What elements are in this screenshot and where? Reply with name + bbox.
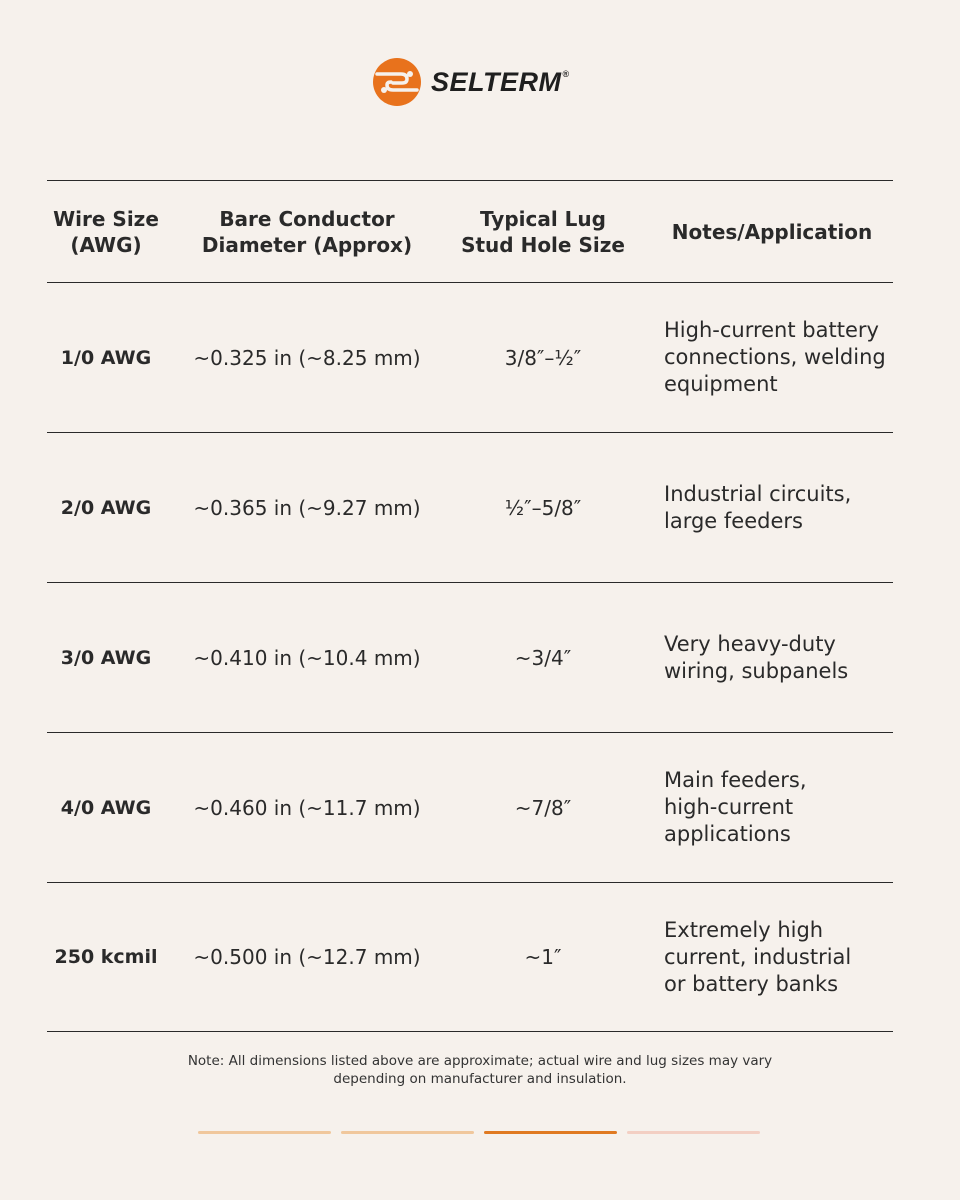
header-wire-size-text: Wire Size (AWG) xyxy=(53,206,159,257)
header-wire-size xyxy=(47,181,165,282)
cell-wire-size xyxy=(47,283,165,432)
notes-value: Industrial circuits, large feeders xyxy=(664,481,852,533)
registered-mark: ® xyxy=(562,68,570,79)
cell-notes xyxy=(664,583,914,732)
header-lug xyxy=(447,181,639,282)
wire-size-value: 4/0 AWG xyxy=(60,796,152,819)
cell-wire-size xyxy=(47,883,165,1031)
cell-diameter xyxy=(177,283,437,432)
cell-wire-size xyxy=(47,733,165,882)
cell-lug xyxy=(447,283,639,432)
cell-diameter xyxy=(177,883,437,1031)
table-row xyxy=(47,432,893,582)
cell-notes xyxy=(664,283,914,432)
table-row xyxy=(47,582,893,732)
wire-size-value: 2/0 AWG xyxy=(60,496,152,519)
wire-size-value: 3/0 AWG xyxy=(60,646,152,669)
lug-value: ~3/4″ xyxy=(514,645,572,670)
header-diameter-text: Bare Conductor Diameter (Approx) xyxy=(201,206,413,257)
brand-logo xyxy=(371,56,570,108)
cell-diameter xyxy=(177,583,437,732)
diameter-value: ~0.500 in (~12.7 mm) xyxy=(193,945,421,969)
notes-value: Extremely high current, industrial or battery banks xyxy=(664,917,852,996)
brand-name xyxy=(431,67,570,98)
table-row xyxy=(47,282,893,432)
diameter-value: ~0.325 in (~8.25 mm) xyxy=(193,345,421,370)
lug-value: ½″–5/8″ xyxy=(504,495,582,520)
diameter-value: ~0.365 in (~9.27 mm) xyxy=(193,495,421,520)
footnote: Note: All dimensions listed above are approximate; actual wire and lug sizes may vary depending on manufacturer and insulation. xyxy=(187,1053,773,1087)
notes-value: High-current battery connections, welding equipment xyxy=(664,318,886,396)
lug-value: ~7/8″ xyxy=(514,795,572,820)
carousel-pagination xyxy=(198,1131,760,1134)
pagination-indicator-2[interactable] xyxy=(341,1131,474,1134)
wire-size-value: 1/0 AWG xyxy=(60,346,152,369)
lug-value: ~1″ xyxy=(524,945,562,969)
pagination-indicator-1[interactable] xyxy=(198,1131,331,1134)
notes-value: Very heavy-duty wiring, subpanels xyxy=(664,631,849,683)
cell-notes xyxy=(664,433,914,582)
cell-lug xyxy=(447,433,639,582)
cell-diameter xyxy=(177,733,437,882)
diameter-value: ~0.460 in (~11.7 mm) xyxy=(193,795,421,820)
pagination-indicator-3-active[interactable] xyxy=(484,1131,617,1134)
diameter-value: ~0.410 in (~10.4 mm) xyxy=(193,645,421,670)
cell-lug xyxy=(447,733,639,882)
wire-size-table xyxy=(47,180,893,1032)
pagination-indicator-4[interactable] xyxy=(627,1131,760,1134)
selterm-logo-icon xyxy=(371,56,423,108)
table-row xyxy=(47,882,893,1032)
wire-size-value: 250 kcmil xyxy=(54,946,158,968)
cell-diameter xyxy=(177,433,437,582)
header-diameter xyxy=(177,181,437,282)
header-notes-text: Notes/Application xyxy=(671,219,873,244)
header-lug-text: Typical Lug Stud Hole Size xyxy=(461,206,625,257)
cell-lug xyxy=(447,583,639,732)
header-notes xyxy=(652,181,892,282)
table-row xyxy=(47,732,893,882)
cell-notes xyxy=(664,883,914,1031)
notes-value: Main feeders, high-current applications xyxy=(664,768,807,846)
cell-lug xyxy=(447,883,639,1031)
table-header-row xyxy=(47,180,893,282)
cell-wire-size xyxy=(47,433,165,582)
cell-wire-size xyxy=(47,583,165,732)
lug-value: 3/8″–½″ xyxy=(504,345,582,370)
brand-name-text: SELTERM xyxy=(431,66,562,97)
cell-notes xyxy=(664,733,914,882)
